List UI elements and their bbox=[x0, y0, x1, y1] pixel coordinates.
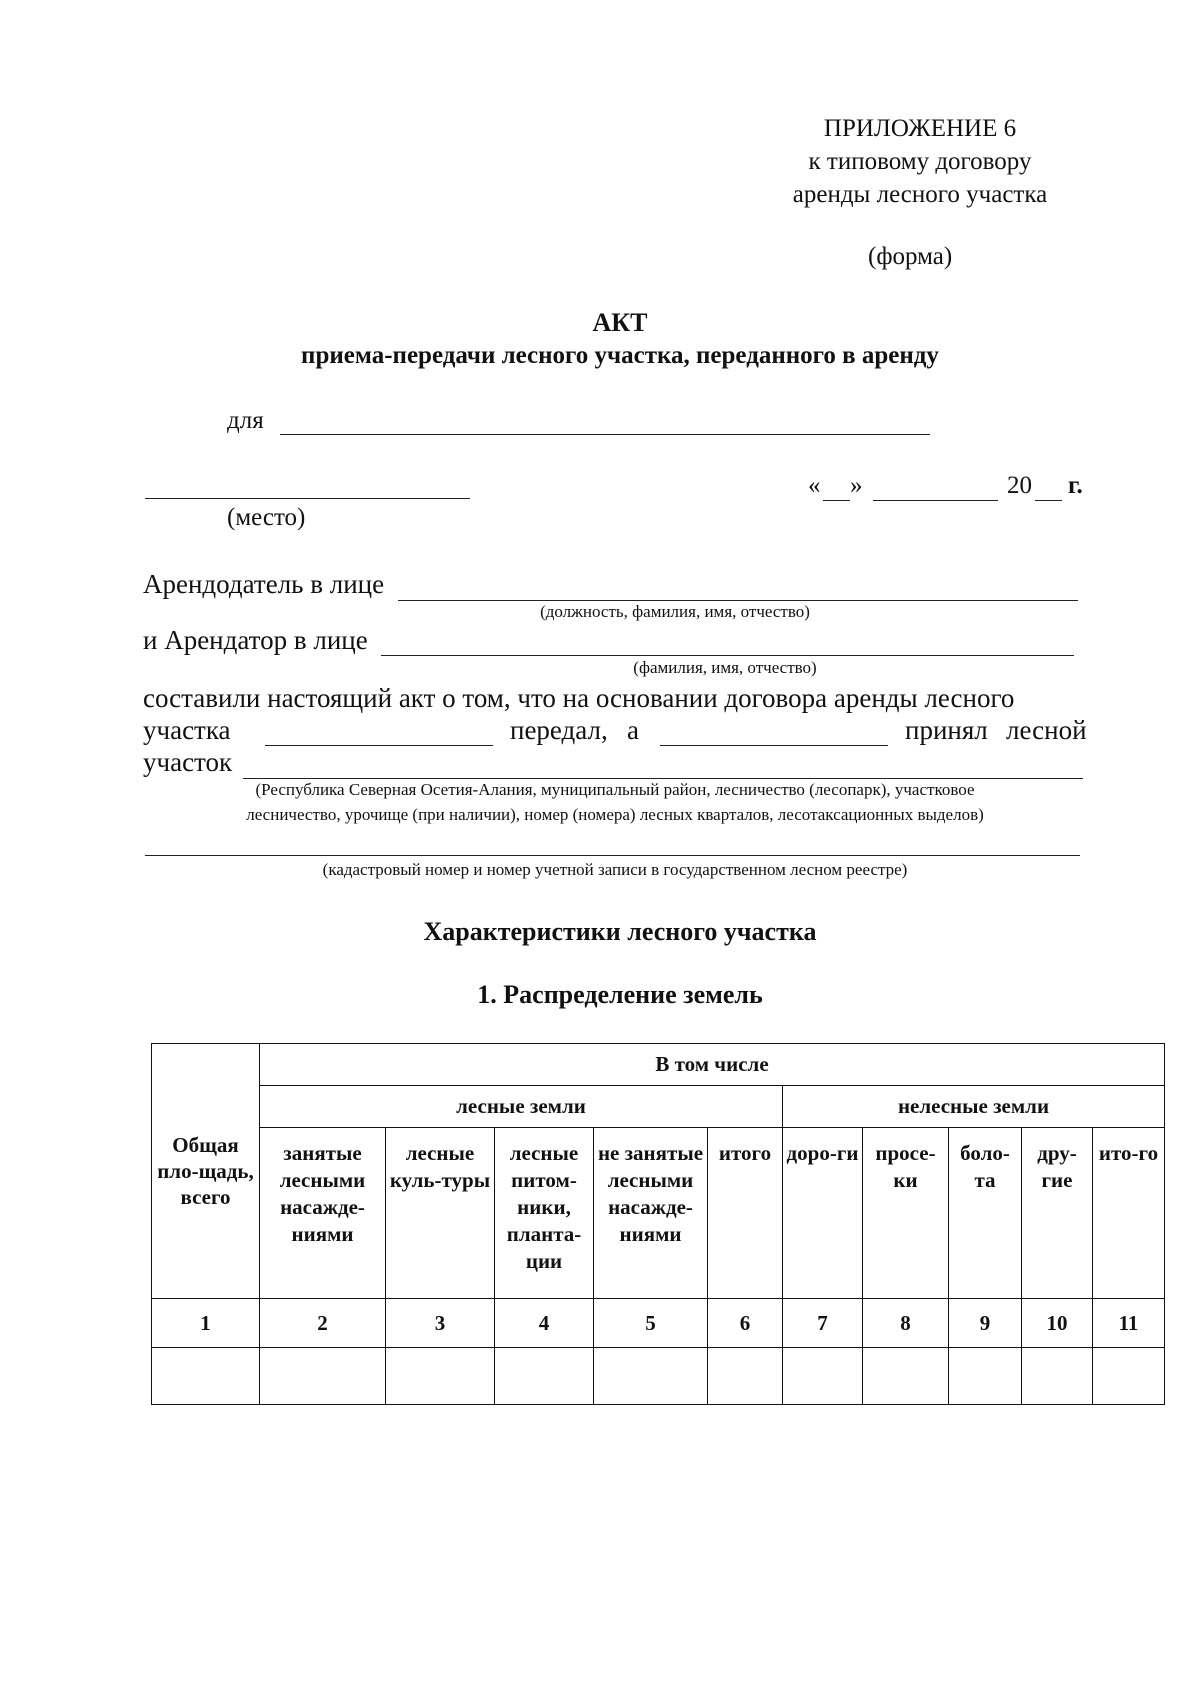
col-header-7: доро-ги bbox=[783, 1128, 863, 1299]
lessee-label: и Арендатор в лице bbox=[143, 625, 368, 655]
col-header-5: не занятые лесными насажде-ниями bbox=[594, 1128, 708, 1299]
document-title: АКТ bbox=[592, 308, 648, 337]
section-title: Характеристики лесного участка bbox=[423, 917, 817, 946]
col-header-2: занятые лесными насажде-ниями bbox=[260, 1128, 386, 1299]
entry-cell[interactable] bbox=[152, 1348, 260, 1405]
entry-cell[interactable] bbox=[949, 1348, 1022, 1405]
entry-cell[interactable] bbox=[594, 1348, 708, 1405]
parcel-location-line[interactable] bbox=[243, 778, 1083, 779]
date-year-suffix: г. bbox=[1068, 472, 1083, 499]
col-header-4: лесные питом-ники, планта-ции bbox=[495, 1128, 594, 1299]
col-number: 3 bbox=[386, 1299, 495, 1348]
cadastral-hint: (кадастровый номер и номер учетной записи в государственном лесном реестре) bbox=[322, 860, 908, 879]
body-word-forest: лесной bbox=[1006, 715, 1087, 745]
for-label: для bbox=[227, 407, 264, 434]
lessor-name-line[interactable] bbox=[265, 745, 493, 746]
col-number: 10 bbox=[1022, 1299, 1093, 1348]
header-row-2 bbox=[152, 1086, 1165, 1128]
header-row-3 bbox=[152, 1128, 1165, 1299]
col-header-8: просе-ки bbox=[863, 1128, 949, 1299]
col-number: 5 bbox=[594, 1299, 708, 1348]
document-subtitle: приема-передачи лесного участка, переданного в аренду bbox=[301, 342, 939, 369]
body-word-parcel-2: участок bbox=[143, 747, 233, 777]
date-day-line[interactable] bbox=[823, 500, 850, 501]
col-number: 8 bbox=[863, 1299, 949, 1348]
header-total-area: Общая пло-щадь, всего bbox=[152, 1044, 260, 1299]
data-entry-row bbox=[152, 1348, 1165, 1405]
location-hint-2: лесничество, урочище (при наличии), номер (номера) лесных кварталов, лесотаксационных выделов) bbox=[246, 805, 984, 824]
body-word-and: а bbox=[627, 715, 639, 745]
lessor-field-line[interactable] bbox=[398, 600, 1078, 601]
col-number: 1 bbox=[152, 1299, 260, 1348]
appendix-line-2: к типовому договору bbox=[808, 148, 1032, 175]
col-header-3: лесные куль-туры bbox=[386, 1128, 495, 1299]
col-header-10: дру-гие bbox=[1022, 1128, 1093, 1299]
entry-cell[interactable] bbox=[386, 1348, 495, 1405]
lessee-field-line[interactable] bbox=[381, 655, 1074, 656]
col-header-6: итого bbox=[708, 1128, 783, 1299]
body-word-transferred: передал, bbox=[510, 715, 608, 745]
location-hint-1: (Республика Северная Осетия-Алания, муниципальный район, лесничество (лесопарк), участковое bbox=[255, 780, 975, 799]
header-forest-lands: лесные земли bbox=[260, 1086, 783, 1128]
form-label: (форма) bbox=[868, 243, 953, 270]
lessor-hint: (должность, фамилия, имя, отчество) bbox=[540, 602, 810, 621]
body-word-parcel: участка bbox=[143, 715, 231, 745]
col-number: 9 bbox=[949, 1299, 1022, 1348]
appendix-block bbox=[760, 112, 1080, 211]
entry-cell[interactable] bbox=[495, 1348, 594, 1405]
col-number: 2 bbox=[260, 1299, 386, 1348]
place-field-line[interactable] bbox=[145, 498, 470, 499]
for-field-line[interactable] bbox=[280, 434, 930, 435]
entry-cell[interactable] bbox=[260, 1348, 386, 1405]
land-distribution-table bbox=[151, 1043, 1165, 1405]
entry-cell[interactable] bbox=[1022, 1348, 1093, 1405]
cadastral-line[interactable] bbox=[145, 855, 1080, 856]
entry-cell[interactable] bbox=[1093, 1348, 1165, 1405]
date-year-line[interactable] bbox=[1035, 500, 1062, 501]
body-word-accepted: принял bbox=[905, 715, 988, 745]
col-number: 11 bbox=[1093, 1299, 1165, 1348]
col-header-9: боло-та bbox=[949, 1128, 1022, 1299]
entry-cell[interactable] bbox=[708, 1348, 783, 1405]
entry-cell[interactable] bbox=[863, 1348, 949, 1405]
subsection-title: 1. Распределение земель bbox=[477, 980, 763, 1009]
header-row-1 bbox=[152, 1044, 1165, 1086]
appendix-number: ПРИЛОЖЕНИЕ 6 bbox=[823, 115, 1017, 142]
body-line-1: составили настоящий акт о том, что на основании договора аренды лесного bbox=[143, 683, 1015, 713]
header-including: В том числе bbox=[260, 1044, 1165, 1086]
date-close-quote: » bbox=[850, 472, 863, 499]
col-header-11: ито-го bbox=[1093, 1128, 1165, 1299]
place-label: (место) bbox=[227, 504, 306, 531]
entry-cell[interactable] bbox=[783, 1348, 863, 1405]
header-nonforest-lands: нелесные земли bbox=[783, 1086, 1165, 1128]
date-year-prefix: 20 bbox=[1007, 472, 1032, 499]
col-number: 6 bbox=[708, 1299, 783, 1348]
date-open-quote: « bbox=[808, 472, 821, 499]
lessor-label: Арендодатель в лице bbox=[143, 569, 385, 599]
column-number-row bbox=[152, 1299, 1165, 1348]
lessee-hint: (фамилия, имя, отчество) bbox=[633, 658, 817, 677]
date-month-line[interactable] bbox=[873, 500, 998, 501]
col-number: 7 bbox=[783, 1299, 863, 1348]
col-number: 4 bbox=[495, 1299, 594, 1348]
appendix-line-3: аренды лесного участка bbox=[792, 181, 1048, 208]
lessee-name-line[interactable] bbox=[660, 745, 888, 746]
